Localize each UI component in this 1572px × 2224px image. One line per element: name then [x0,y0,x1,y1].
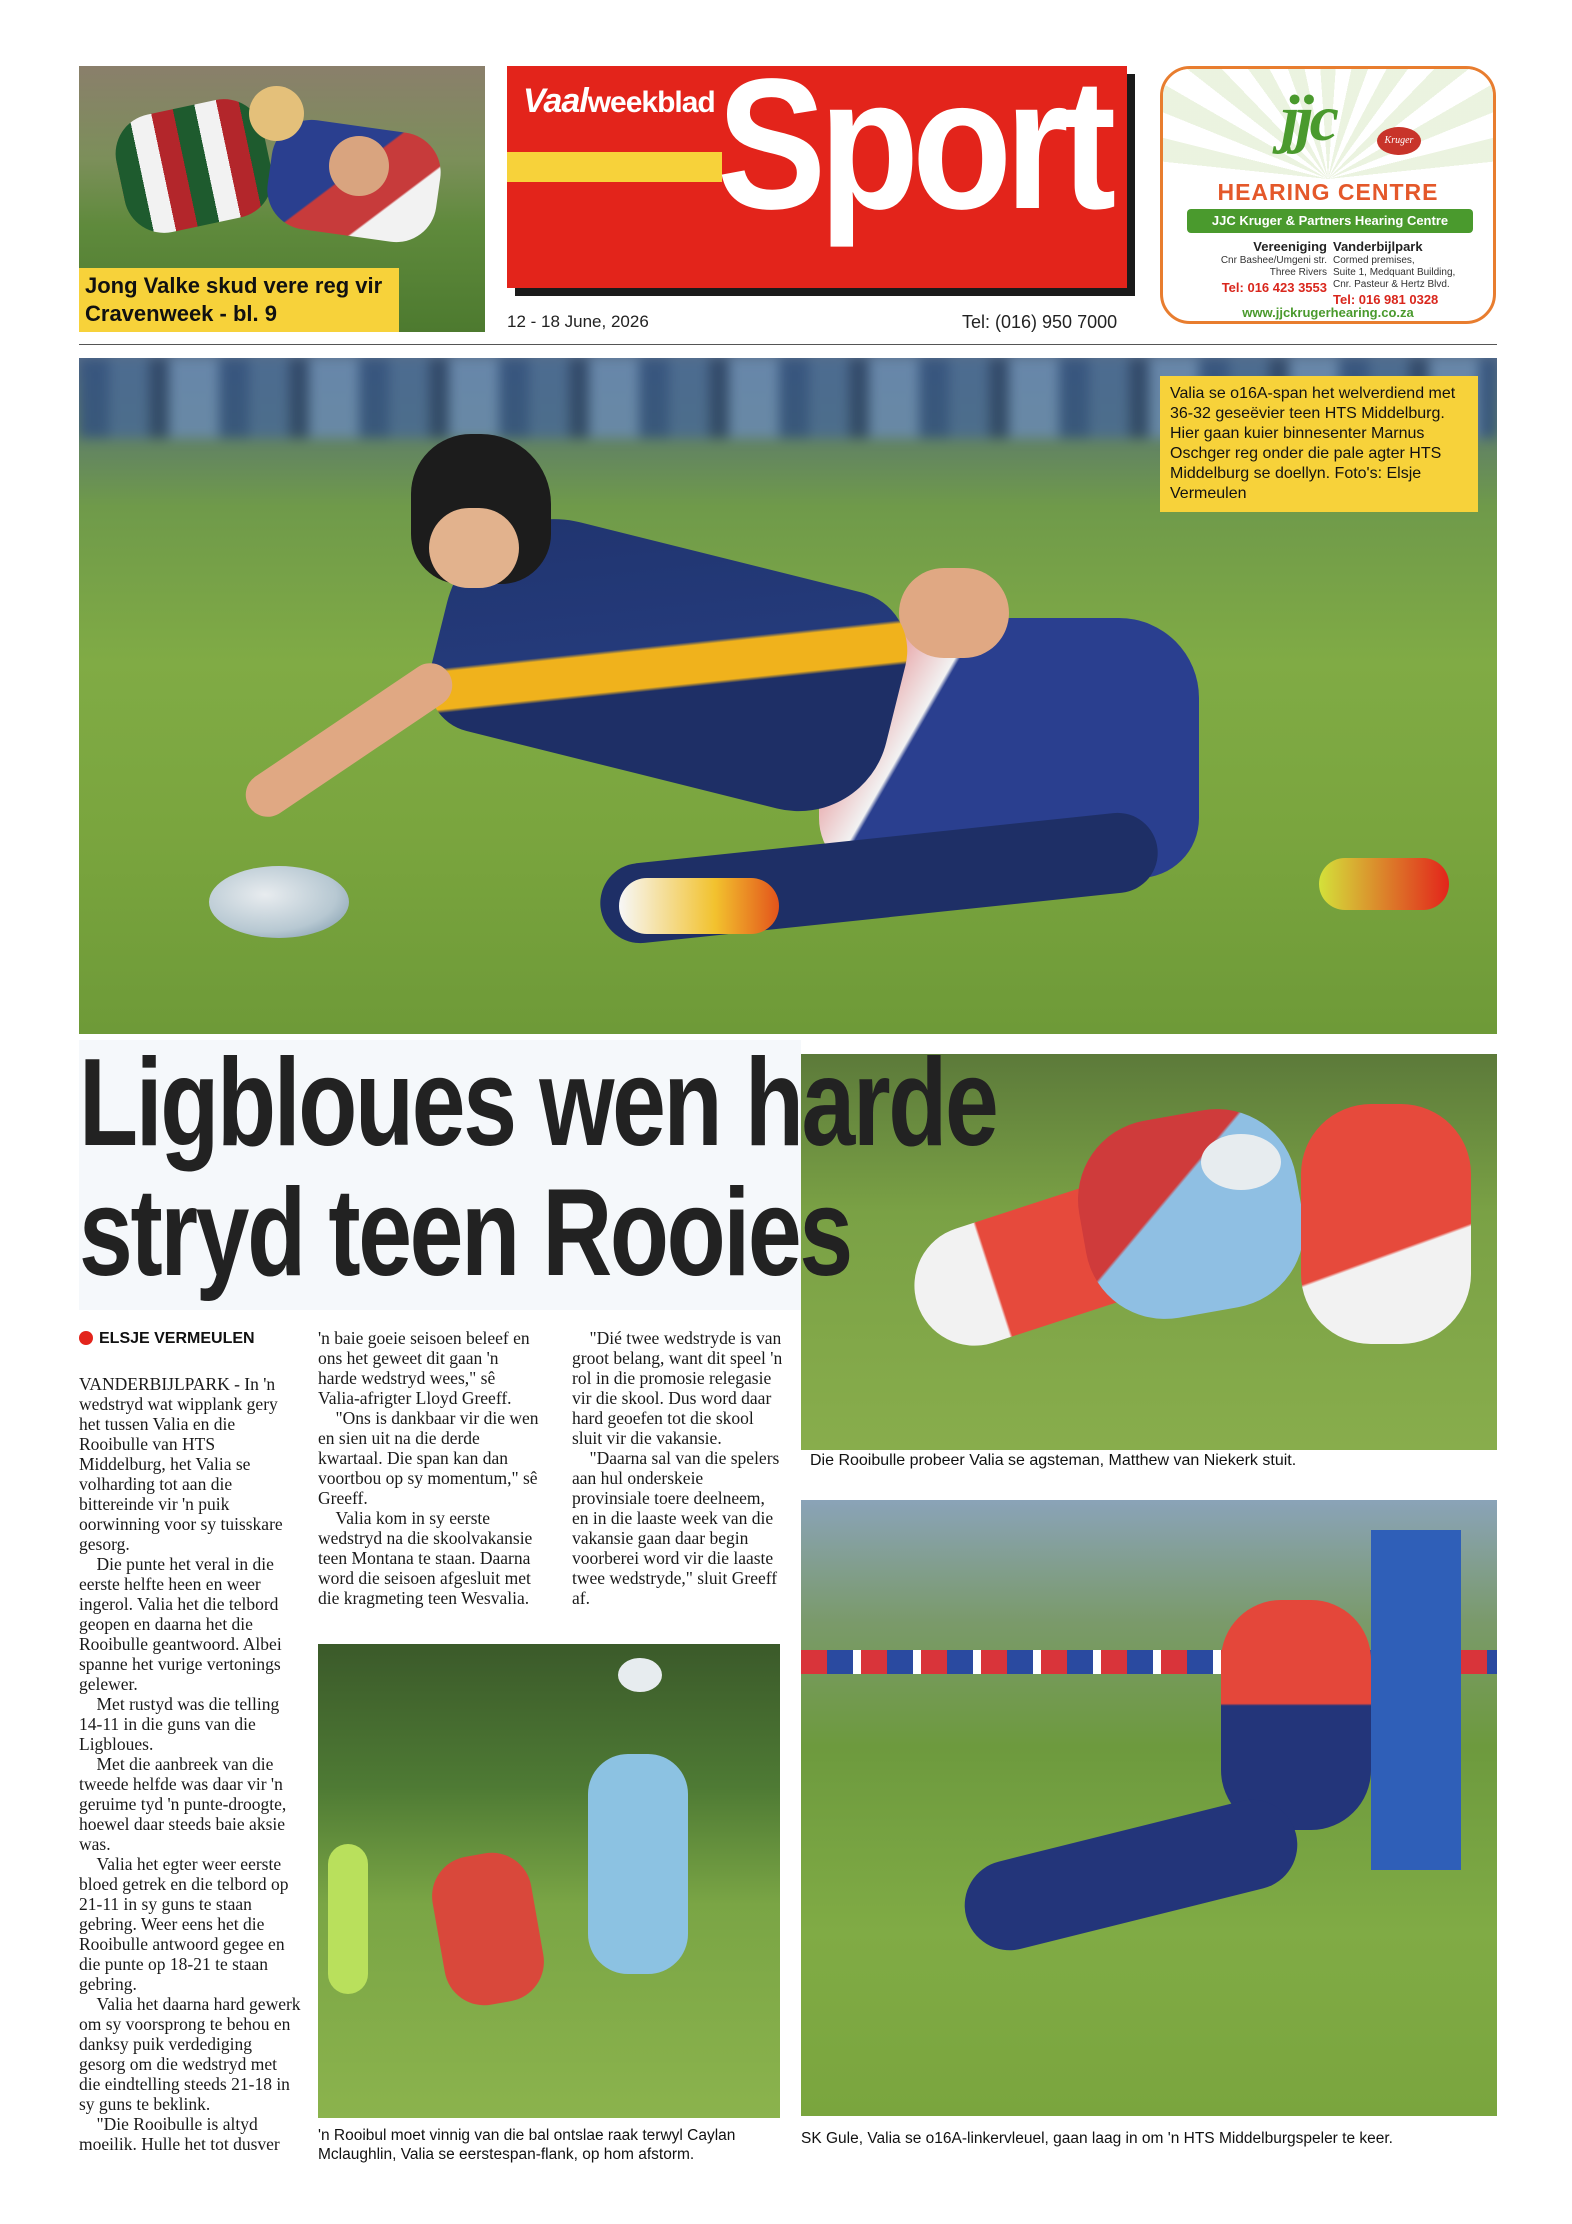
inset-photo-caption: Die Rooibulle probeer Valia se agsteman, Matthew van Niekerk stuit. [806,1450,1496,1472]
phone-number: Tel: (016) 950 7000 [962,312,1118,332]
headline-line1: Ligbloues wen harde [79,1034,997,1172]
masthead-logo [507,41,1127,288]
section-title: Sport [717,41,1110,248]
ad-website[interactable]: www.jjckrugerhearing.co.za [1242,305,1414,320]
byline: ELSJE VERMEULEN [79,1330,255,1348]
ad-band: JJC Kruger & Partners Hearing Centre [1187,209,1473,233]
byline-bullet-icon [79,1331,93,1345]
article-column-1: VANDERBIJLPARK - In 'n wedstryd wat wipplank gery het tussen Valia en die Rooibulle van HTS Middelburg, het Valia se volharding tot aan die bittereinde vir 'n puik oorwinning voor sy tuisskare gesorg. Die punte het veral in die eerste helfte heen en weer ingerol. Valia het die telbord geopen en daarna het die Rooibulle geantwoord. Albei spanne het vurige vertonings gelewer. Met rustyd was die telling 14-11 in die guns van die Ligbloues. Met die aanbreek van die tweede helfde was daar vir 'n geruime tyd 'n punte-droogte, hoewel daar steeds baie aksie was. Valia het egter weer eerste bloed getrek en die telbord op 21-11 in sy guns te staan gebring. Weer eens het die Rooibulle antwoord gegee en die punte op 18-21 te staan gebring. Valia het daarna hard gewerk om sy voorsprong te behou en danksy puik verdediging gesorg om die wedstryd met die eindtelling steeds 21-18 in sy guns te beklink. "Die Rooibulle is altyd moeilik. Hulle het tot dusver [79,1374,301,2154]
headline [79,1034,1015,1302]
hearing-centre-ad[interactable] [1160,66,1496,324]
photo-low-tackle-caption: SK Gule, Valia se o16A-linkervleuel, gaan laag in om 'n HTS Middelburgspeler te keer. [801,2130,1393,2147]
article-column-3: "Dié twee wedstryde is van groot belang, want dit speel 'n rol in die promosie relegasie vir die skool. Dus word daar hard geoefen tot die skool sluit vir die vakansie. "Daarna sal van die spelers aan hul onderskeie provinsiale toere deelneem, en in die laaste week van die vakansie gaan daar begin voorberei word vir die laaste twee wedstryde," sluit Greeff af. [572,1328,783,1608]
teaser-caption[interactable]: Jong Valke skud vere reg vir Cravenweek - bl. 9 [79,268,399,332]
headline-line2: stryd teen Rooies [79,1164,851,1302]
ad-branch-vereeniging: Vereeniging Cnr Bashee/Umgeni str. Three Rivers Tel: 016 423 3553 [1220,239,1327,295]
ad-branch-vanderbijlpark: Vanderbijlpark Cormed premises, Suite 1, Medquant Building, Cnr. Pasteur & Hertz Blvd. Tel: 016 981 0328 [1333,239,1456,307]
masthead-divider [79,344,1497,345]
brand-name: Vaalweekblad [523,82,715,120]
ad-logo: jjc [1281,82,1335,155]
logo-yellow-bar [507,152,722,182]
ad-title: HEARING CENTRE [1217,179,1439,205]
ad-logo-badge: Kruger [1377,127,1421,155]
photo-kick-caption: 'n Rooibul moet vinnig van die bal ontslae raak terwyl Caylan Mclaughlin, Valia se eerstespan-flank, op hom afstorm. [318,2127,736,2163]
issue-date: 12 - 18 June, 2026 [507,312,649,331]
main-photo-caption: Valia se o16A-span het welverdiend met 36-32 geseëvier teen HTS Middelburg. Hier gaan kuier binnesenter Marnus Oschger reg onder die pale agter HTS Middelburg se doellyn. Foto's: Elsje Vermeulen [1160,376,1478,512]
photo-low-tackle [801,1500,1497,2116]
photo-kick [318,1644,780,2118]
article-column-2: 'n baie goeie seisoen beleef en ons het geweet dit gaan 'n harde wedstryd wees," sê Valia-afrigter Lloyd Greeff. "Ons is dankbaar vir die wen en sien uit na die derde kwartaal. Die span kan dan voortbou op sy momentum," sê Greeff. Valia kom in sy eerste wedstryd na die skoolvakansie teen Montana te staan. Daarna word die seisoen afgesluit met die kragmeting teen Wesvalia. [318,1328,539,1608]
